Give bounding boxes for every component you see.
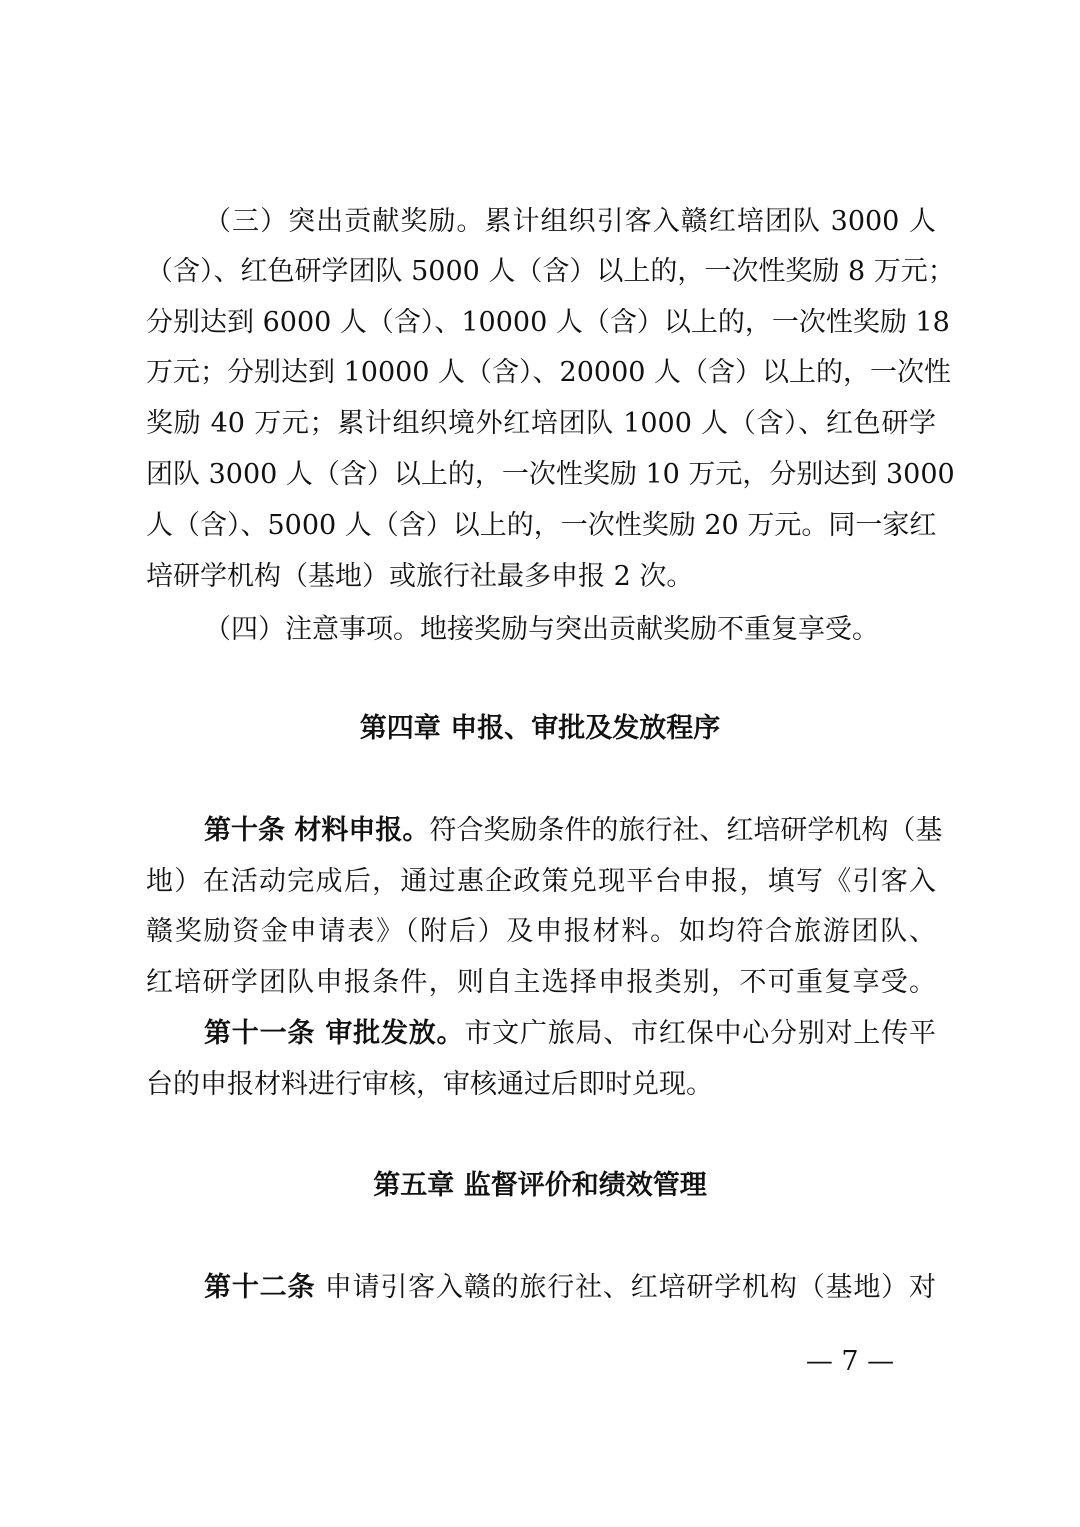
paragraph-line: 台的申报材料进行审核，审核通过后即时兑现。 <box>146 1069 713 1100</box>
paragraph-line: 分别达到 6000 人（含）、10000 人（含）以上的，一次性奖励 18 <box>146 307 950 338</box>
paragraph-line <box>204 805 943 857</box>
paragraph-line <box>204 1008 936 1060</box>
paragraph-line: 培研学机构（基地）或旅行社最多申报 2 次。 <box>146 561 694 592</box>
paragraph-line: 地）在活动完成后，通过惠企政策兑现平台申报，填写《引客入 <box>146 866 936 897</box>
paragraph-line: 红培研学团队申报条件，则自主选择申报类别，不可重复享受。 <box>146 967 936 998</box>
article-text: 符合奖励条件的旅行社、红培研学机构（基 <box>429 815 943 846</box>
paragraph-line: （三）突出贡献奖励。累计组织引客入赣红培团队 3000 人 <box>204 206 936 237</box>
paragraph-line <box>204 1262 936 1314</box>
paragraph-line: 万元；分别达到 10000 人（含）、20000 人（含）以上的，一次性 <box>146 357 952 388</box>
paragraph-line: （含）、红色研学团队 5000 人（含）以上的，一次性奖励 8 万元； <box>146 256 955 287</box>
paragraph-line: （四）注意事项。地接奖励与突出贡献奖励不重复享受。 <box>204 614 879 645</box>
article-text: 市文广旅局、市红保中心分别对上传平 <box>464 1018 937 1049</box>
paragraph-line: 团队 3000 人（含）以上的，一次性奖励 10 万元，分别达到 3000 <box>146 459 955 490</box>
chapter-heading: 第四章 申报、审批及发放程序 <box>359 713 721 744</box>
paragraph-line: 赣奖励资金申请表》（附后）及申报材料。如均符合旅游团队、 <box>146 916 936 947</box>
article-text: 申请引客入赣的旅行社、红培研学机构（基地）对 <box>315 1272 936 1303</box>
page-number: — 7 — <box>805 1346 895 1377</box>
article-label: 第十条 材料申报。 <box>204 815 430 846</box>
paragraph-line: 人（含）、5000 人（含）以上的，一次性奖励 20 万元。同一家红 <box>146 510 937 541</box>
chapter-heading: 第五章 监督评价和绩效管理 <box>373 1170 707 1201</box>
article-label: 第十一条 审批发放。 <box>204 1018 465 1049</box>
article-label: 第十二条 <box>204 1272 316 1303</box>
paragraph-line: 奖励 40 万元；累计组织境外红培团队 1000 人（含）、红色研学 <box>146 408 936 439</box>
